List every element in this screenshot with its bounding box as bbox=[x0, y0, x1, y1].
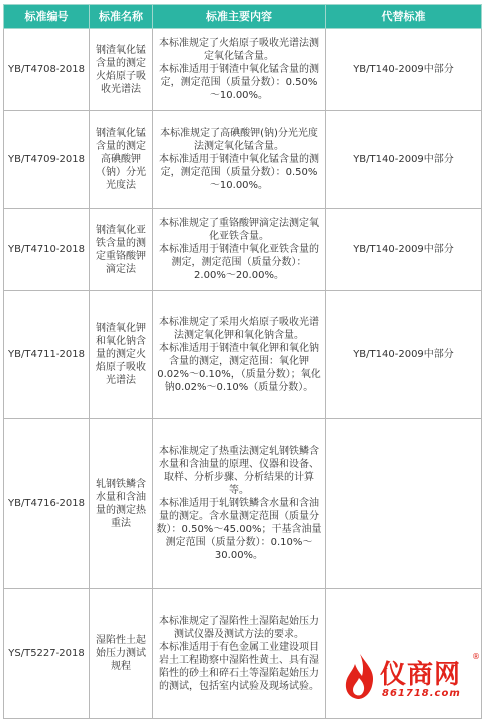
content-paragraph: 本标准适用于钢渣中氧化锰含量的测定，测定范围（质量分数）：0.50%～10.00%。 bbox=[159, 64, 319, 101]
standard-name: 钢渣氧化亚铁含量的测定重铬酸钾滴定法 bbox=[90, 209, 153, 291]
standard-name: 钢渣氧化锰含量的测定高碘酸钾（钠）分光光度法 bbox=[90, 111, 153, 209]
content-paragraph: 本标准适用于钢渣中氧化钾和氧化钠含量的测定，测定范围：氧化钾0.02%～0.10%，（质量分数）；氧化钠0.02%～0.10%（质量分数）。 bbox=[157, 342, 321, 393]
content-paragraph: 本标准规定了火焰原子吸收光谱法测定氧化锰含量。 bbox=[159, 38, 319, 62]
standard-content bbox=[153, 209, 326, 291]
content-paragraph: 本标准适用于钢渣中氧化锰含量的测定，测定范围（质量分数）：0.50%～10.00%。 bbox=[159, 154, 319, 191]
brand-url: 861718.com bbox=[382, 688, 461, 699]
table-row bbox=[4, 209, 482, 291]
standard-name: 湿陷性土起始压力测试规程 bbox=[90, 589, 153, 719]
replaced-standard: YB/T140-2009中部分 bbox=[326, 29, 482, 111]
content-paragraph: 本标准规定了重铬酸钾滴定法测定氧化亚铁含量。 bbox=[159, 218, 319, 242]
replaced-standard: YB/T140-2009中部分 bbox=[326, 209, 482, 291]
standard-code: YB/T4709-2018 bbox=[4, 111, 90, 209]
standards-table bbox=[3, 4, 482, 719]
standard-name: 钢渣氧化锰含量的测定火焰原子吸收光谱法 bbox=[90, 29, 153, 111]
watermark-logo bbox=[342, 652, 482, 710]
standard-content bbox=[153, 111, 326, 209]
standard-code: YB/T4710-2018 bbox=[4, 209, 90, 291]
header-replaces: 代替标准 bbox=[326, 5, 482, 29]
header-content: 标准主要内容 bbox=[153, 5, 326, 29]
content-paragraph: 本标准适用于钢渣中氧化亚铁含量的测定，测定范围（质量分数）：2.00%～20.00%。 bbox=[159, 244, 319, 281]
header-row bbox=[4, 5, 482, 29]
table-row bbox=[4, 419, 482, 589]
content-paragraph: 本标准规定了高碘酸钾(钠)分光光度法测定氧化锰含量。 bbox=[160, 128, 318, 152]
standard-code: YB/T4708-2018 bbox=[4, 29, 90, 111]
content-paragraph: 本标准规定了采用火焰原子吸收光谱法测定氧化钾和氧化钠含量。 bbox=[159, 316, 319, 341]
standard-content bbox=[153, 419, 326, 589]
replaced-standard bbox=[326, 419, 482, 589]
standard-code: YS/T5227-2018 bbox=[4, 589, 90, 719]
replaced-standard: YB/T140-2009中部分 bbox=[326, 291, 482, 419]
content-paragraph: 本标准规定了湿陷性土湿陷起始压力测试仪器及测试方法的要求。 bbox=[159, 615, 319, 640]
table-row bbox=[4, 291, 482, 419]
header-code: 标准编号 bbox=[4, 5, 90, 29]
table-row bbox=[4, 111, 482, 209]
standard-code: YB/T4711-2018 bbox=[4, 291, 90, 419]
standard-code: YB/T4716-2018 bbox=[4, 419, 90, 589]
content-paragraph: 本标准适用于有色金属工业建设项目岩土工程勘察中湿陷性黄土、具有湿陷性的砂土和碎石土等湿陷起始压力的测试，包括室内试验及现场试验。 bbox=[159, 641, 319, 692]
brand-name: 仪商网 bbox=[380, 660, 462, 690]
table-row bbox=[4, 29, 482, 111]
flame-icon bbox=[342, 652, 378, 702]
standard-content bbox=[153, 29, 326, 111]
header-name: 标准名称 bbox=[90, 5, 153, 29]
standard-name: 轧钢铁鳞含水量和含油量的测定热重法 bbox=[90, 419, 153, 589]
standard-content bbox=[153, 291, 326, 419]
standard-name: 钢渣氧化钾和氧化钠含量的测定火焰原子吸收光谱法 bbox=[90, 291, 153, 419]
standard-content bbox=[153, 589, 326, 719]
registered-mark: ® bbox=[472, 652, 480, 661]
replaced-standard: YB/T140-2009中部分 bbox=[326, 111, 482, 209]
content-paragraph: 本标准适用于轧钢铁鳞含水量和含油量的测定。含水量测定范围（质量分数）：0.50%～45.00%；干基含油量测定范围（质量分数）：0.10%～30.00%。 bbox=[156, 498, 322, 561]
content-paragraph: 本标准规定了热重法测定轧钢铁鳞含水量和含油量的原理、仪器和设备、取样、分析步骤、分析结果的计算等。 bbox=[159, 446, 319, 496]
